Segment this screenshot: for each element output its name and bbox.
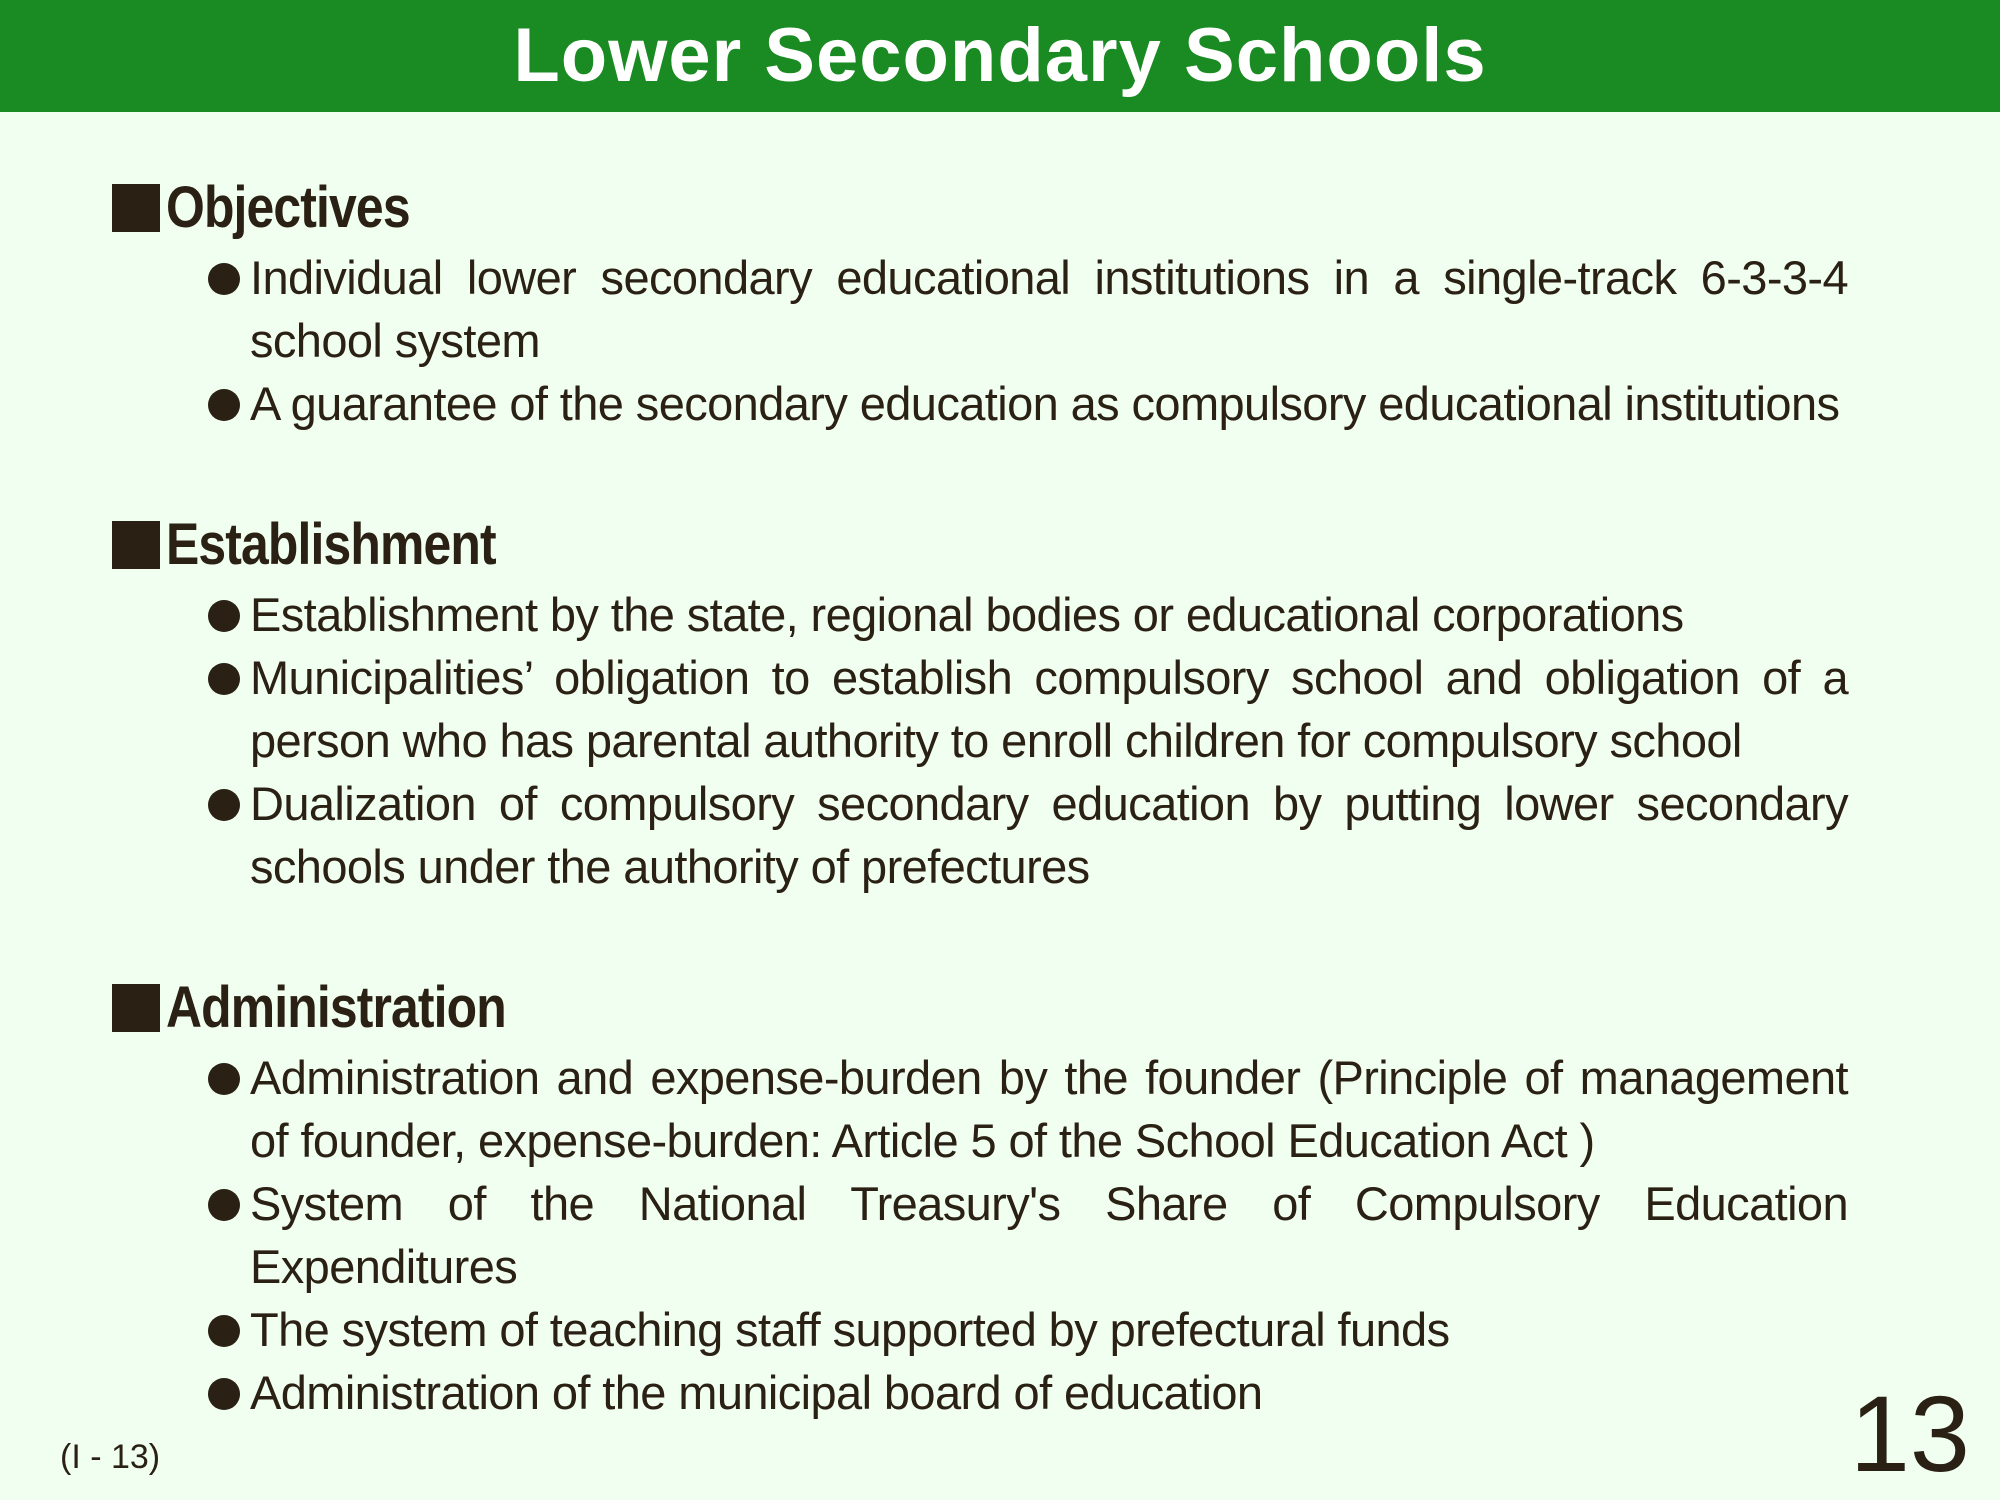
square-bullet-icon [112,184,160,232]
administration-list [112,1046,1892,1424]
list-item [208,1172,1848,1298]
section-heading: Administration [166,975,506,1040]
list-item-text: System of the National Treasury's Share of Compulsory Education Expenditures [250,1177,1848,1293]
list-item-text: Establishment by the state, regional bodies or educational corporations [250,588,1684,641]
list-item [208,1298,1848,1361]
list-item [208,772,1848,898]
objectives-list [112,246,1892,435]
list-item [208,1361,1848,1424]
list-item [208,583,1848,646]
section-heading: Objectives [166,175,410,240]
page-title: Lower Secondary Schools [513,13,1487,98]
circle-bullet-icon [208,1315,240,1347]
section-administration [112,970,1892,1424]
section-heading-row [112,170,1892,246]
circle-bullet-icon [208,1189,240,1221]
circle-bullet-icon [208,263,240,295]
list-item-text: Municipalities’ obligation to establish compulsory school and obligation of a person who has parental authority to enroll children for compulsory school [250,651,1848,767]
list-item [208,246,1848,372]
content-area [112,170,1892,1496]
list-item [208,646,1848,772]
circle-bullet-icon [208,1063,240,1095]
section-heading-row [112,970,1892,1046]
circle-bullet-icon [208,1378,240,1410]
list-item-text: Individual lower secondary educational institutions in a single-track 6-3-3-4 school system [250,251,1848,367]
slide-reference: (I - 13) [60,1438,161,1476]
list-item-text: The system of teaching staff supported by prefectural funds [250,1303,1450,1356]
list-item-text: Dualization of compulsory secondary education by putting lower secondary schools under the authority of prefectures [250,777,1848,893]
list-item [208,372,1848,435]
establishment-list [112,583,1892,898]
circle-bullet-icon [208,663,240,695]
page-number: 13 [1849,1373,1970,1494]
list-item [208,1046,1848,1172]
list-item-text: Administration and expense-burden by the founder (Principle of management of founder, expense-burden: Article 5 of the School Education Act ) [250,1051,1848,1167]
section-heading-row [112,507,1892,583]
square-bullet-icon [112,984,160,1032]
section-establishment [112,507,1892,898]
circle-bullet-icon [208,389,240,421]
list-item-text: Administration of the municipal board of education [250,1366,1263,1419]
square-bullet-icon [112,521,160,569]
title-bar [0,0,2000,112]
circle-bullet-icon [208,789,240,821]
list-item-text: A guarantee of the secondary education as compulsory educational institutions [250,377,1840,430]
section-objectives [112,170,1892,435]
section-heading: Establishment [166,512,496,577]
circle-bullet-icon [208,600,240,632]
